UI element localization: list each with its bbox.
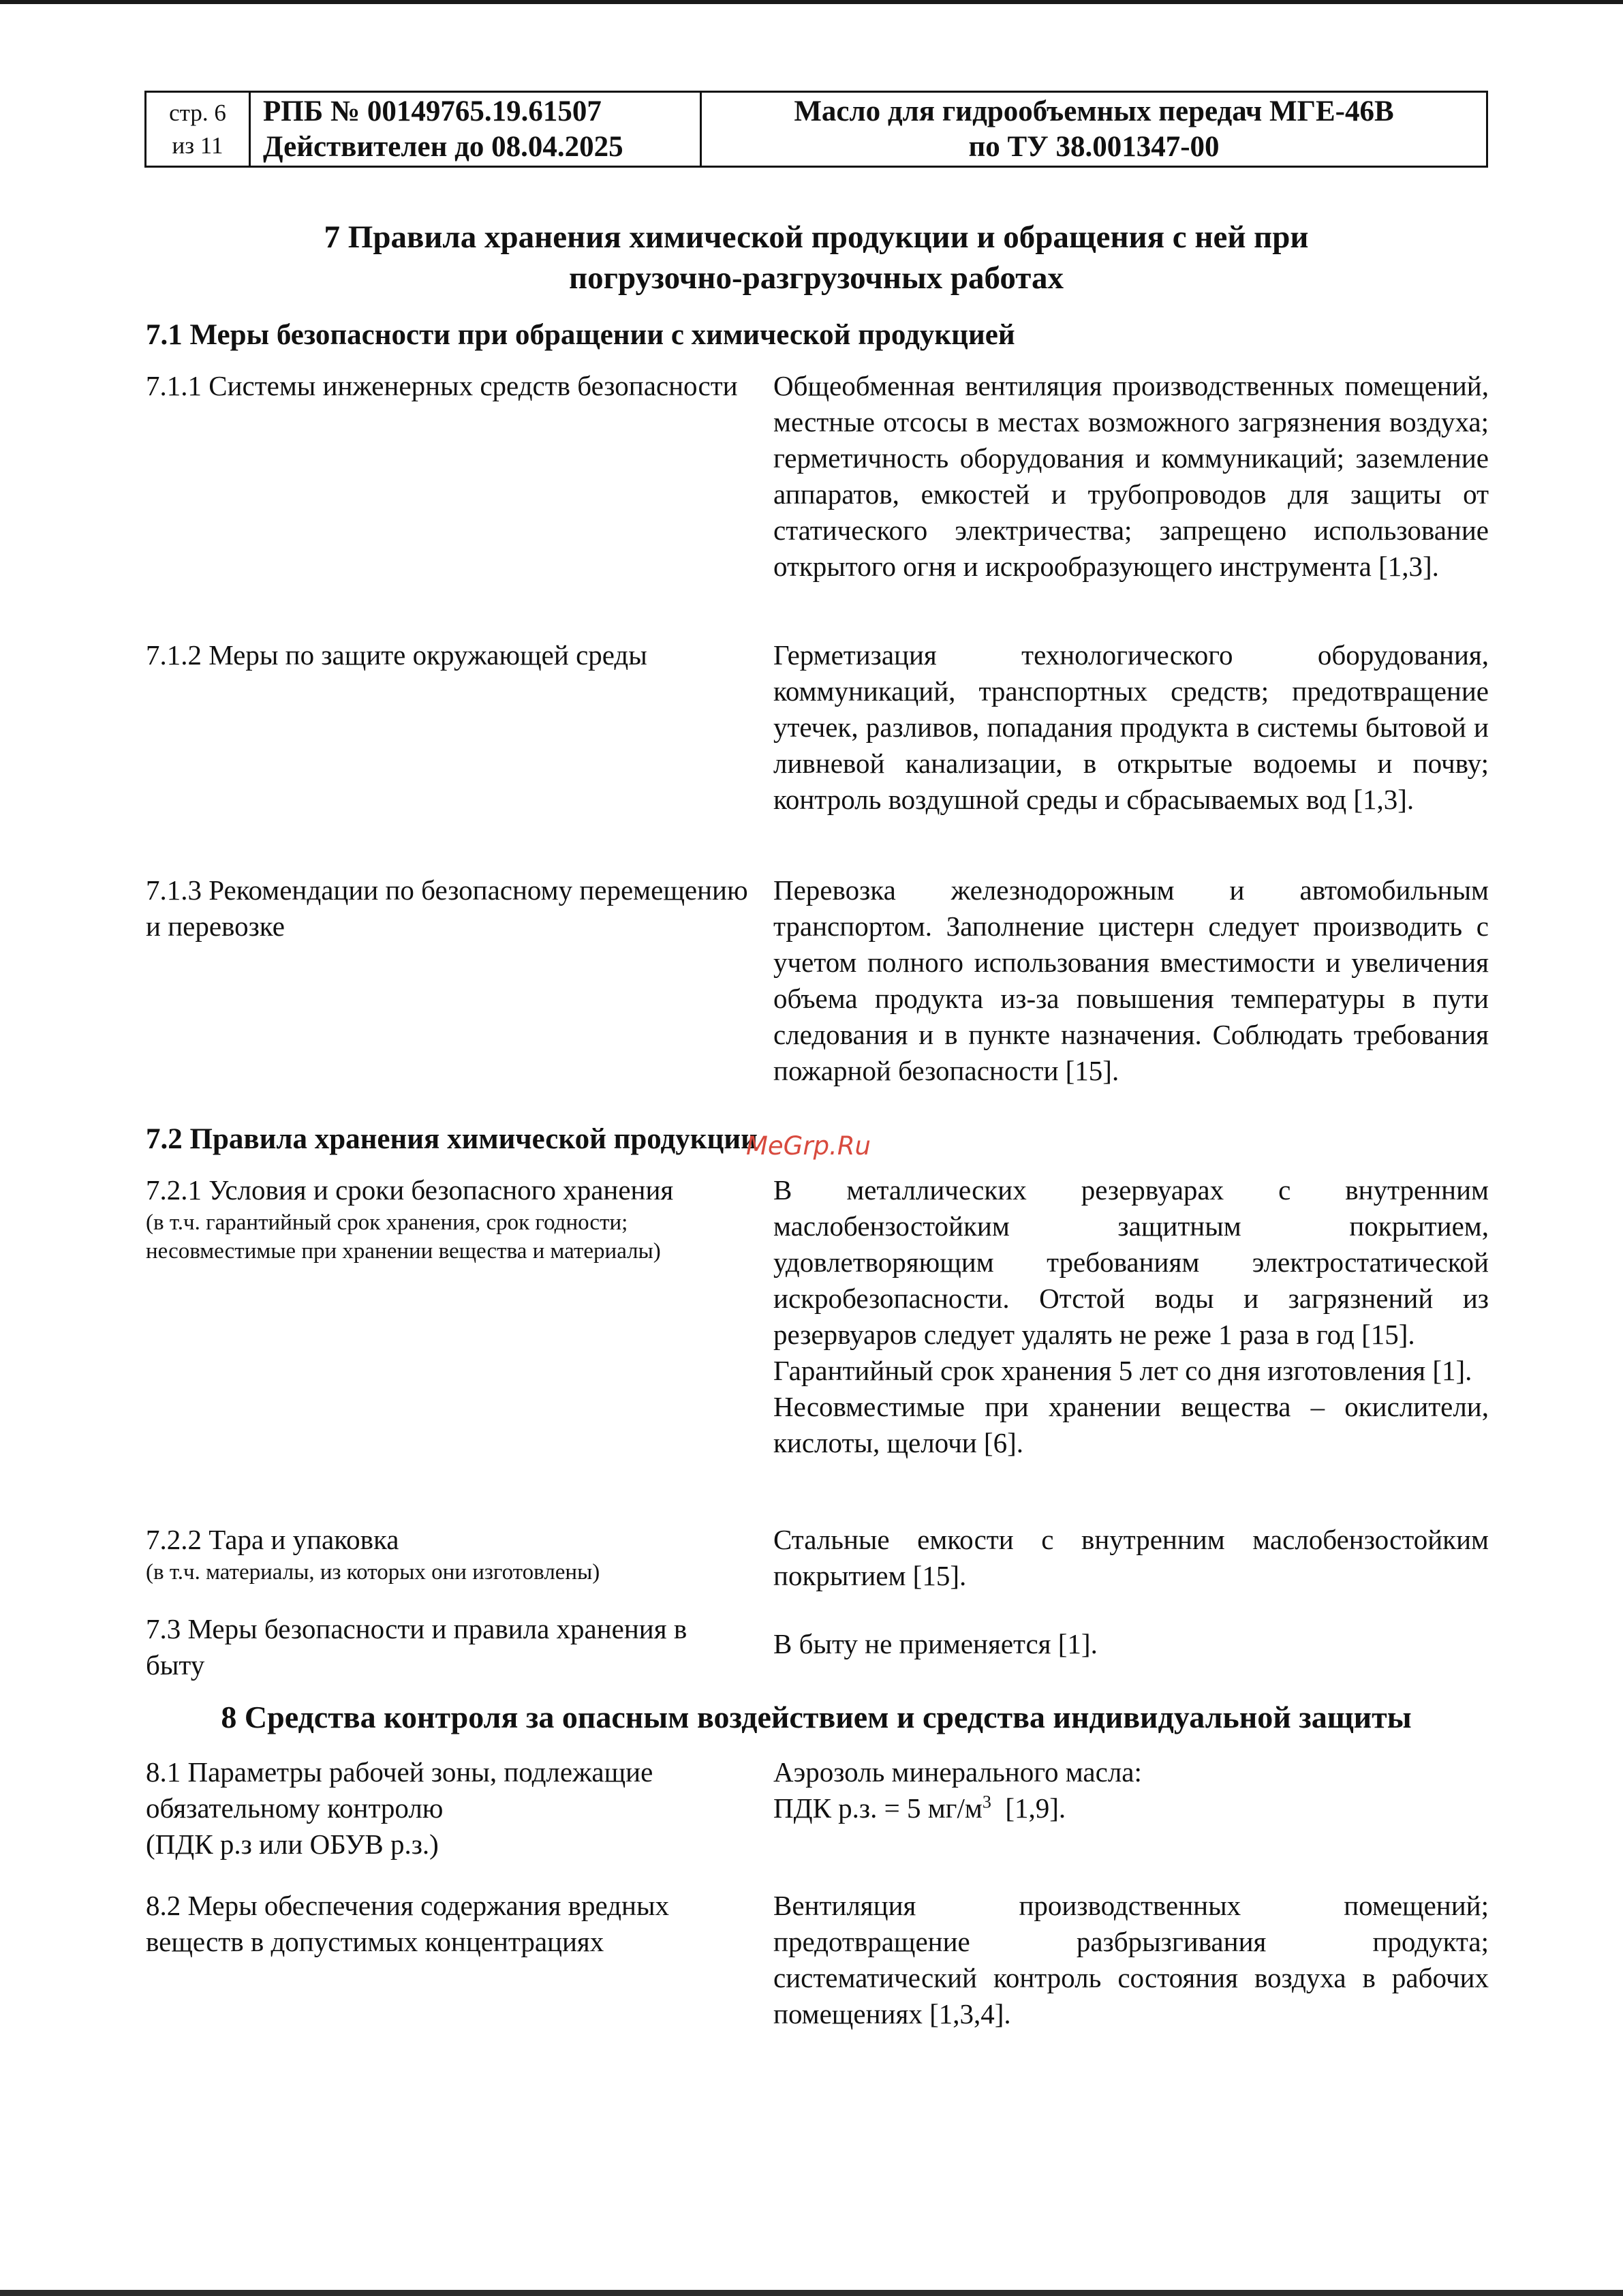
item-7-2-1-para2: Гарантийный срок хранения 5 лет со дня изготовления [1]. — [773, 1355, 1472, 1386]
document-header-table — [144, 91, 1488, 168]
item-7-1-2-text: Герметизация технологического оборудования, коммуникаций, транспортных средств; предотвращение утечек, разливов, попадания продукта в системы бытовой и ливневой канализации, в открытые водоемы и почву; контроль воздушной среды и сбрасываемых вод [1,3]. — [773, 639, 1489, 815]
page-number-cell — [146, 93, 251, 166]
item-7-2-1-para1: В металлических резервуарах с внутренним маслобензостойким защитным покрытием, удовлетворяющим требованиям электростатической искробезопасности. Отстой воды и загрязнений из резервуаров следует удалять не реже 1 раза в год [15]. — [773, 1174, 1489, 1350]
item-7-2-1-note: (в т.ч. гарантийный срок хранения, срок годности; несовместимые при хранении вещества и материалы) — [146, 1210, 661, 1264]
watermark-text: MeGrp.Ru — [746, 1131, 871, 1161]
section-7-title-line2: погрузочно-разгрузочных работах — [569, 260, 1064, 296]
product-title-line2: по ТУ 38.001347-00 — [968, 130, 1220, 163]
section-7-title-line1: 7 Правила хранения химической продукции и обращения с ней при — [324, 219, 1309, 255]
subsection-7-1-title: 7.1 Меры безопасности при обращении с химической продукцией — [146, 319, 1015, 351]
item-8-1-pdk — [773, 1790, 1489, 1826]
item-8-1-label: 8.1 Параметры рабочей зоны, подлежащие обязательному контролю — [146, 1756, 653, 1824]
item-8-1-pdk-superscript: 3 — [982, 1792, 991, 1812]
item-8-1-block — [146, 1754, 752, 1863]
page-of-label: из 11 — [172, 132, 223, 159]
item-7-2-2-label: 7.2.2 Тара и упаковка — [146, 1524, 399, 1555]
bottom-scan-edge — [0, 2290, 1623, 2296]
item-7-1-3-text: Перевозка железнодорожным и автомобильным транспортом. Заполнение цистерн следует производить с учетом полного использования вместимости и увеличения объема продукта из-за повышения температуры в пути следования и в пункте назначения. Соблюдать требования пожарной безопасности [15]. — [773, 874, 1489, 1086]
item-8-1-text-line1: Аэрозоль минерального масла: — [773, 1756, 1142, 1788]
item-8-1-pdk-refs: [1,9]. — [991, 1792, 1066, 1824]
item-7-3-text: В быту не применяется [1]. — [773, 1628, 1098, 1659]
document-number: РПБ № 00149765.19.61507 — [263, 95, 602, 127]
item-7-2-1-label: 7.2.1 Условия и сроки безопасного хранения — [146, 1174, 674, 1206]
item-7-2-1-para3: Несовместимые при хранении вещества – окислители, кислоты, щелочи [6]. — [773, 1391, 1489, 1458]
item-7-2-2-text: Стальные емкости с внутренним маслобензостойким покрытием [15]. — [773, 1524, 1489, 1591]
item-7-3-label: 7.3 Меры безопасности и правила хранения в быту — [146, 1613, 687, 1681]
item-7-2-2-block — [146, 1522, 752, 1587]
valid-until: Действителен до 08.04.2025 — [263, 130, 623, 163]
item-8-1-pdk-value: ПДК р.з. = 5 мг/м — [773, 1792, 983, 1824]
item-7-2-1-text — [773, 1172, 1489, 1461]
item-8-1-text — [773, 1754, 1489, 1826]
item-7-2-1-block — [146, 1172, 752, 1266]
item-7-1-1-label: 7.1.1 Системы инженерных средств безопасности — [146, 370, 738, 401]
item-7-1-2-label: 7.1.2 Меры по защите окружающей среды — [146, 639, 647, 671]
product-title-cell — [702, 93, 1486, 166]
section-7-title — [144, 217, 1488, 299]
item-8-2-label: 8.2 Меры обеспечения содержания вредных веществ в допустимых концентрациях — [146, 1890, 670, 1957]
subsection-7-2-title: 7.2 Правила хранения химической продукции — [146, 1123, 758, 1155]
item-7-1-1-text: Общеобменная вентиляция производственных помещений, местные отсосы в местах возможного загрязнения воздуха; герметичность оборудования и коммуникаций; заземление аппаратов, емкостей и трубопроводов для защиты от статического электричества; запрещено использование открытого огня и искрообразующего инструмента [1,3]. — [773, 370, 1489, 582]
page-label: стр. 6 — [169, 99, 226, 126]
item-8-2-text: Вентиляция производственных помещений; предотвращение разбрызгивания продукта; систематический контроль состояния воздуха в рабочих помещениях [1,3,4]. — [773, 1890, 1489, 2030]
product-title-line1: Масло для гидрообъемных передач МГЕ-46В — [794, 95, 1394, 127]
document-number-cell — [251, 93, 702, 166]
item-7-1-3-label: 7.1.3 Рекомендации по безопасному перемещению и перевозке — [146, 874, 748, 942]
item-8-1-label-limit: (ПДК р.з или ОБУВ р.з.) — [146, 1828, 439, 1860]
top-scan-edge — [0, 0, 1623, 4]
section-8-title: 8 Средства контроля за опасным воздействием и средства индивидуальной защиты — [221, 1700, 1412, 1734]
item-7-2-2-note: (в т.ч. материалы, из которых они изготовлены) — [146, 1560, 600, 1585]
